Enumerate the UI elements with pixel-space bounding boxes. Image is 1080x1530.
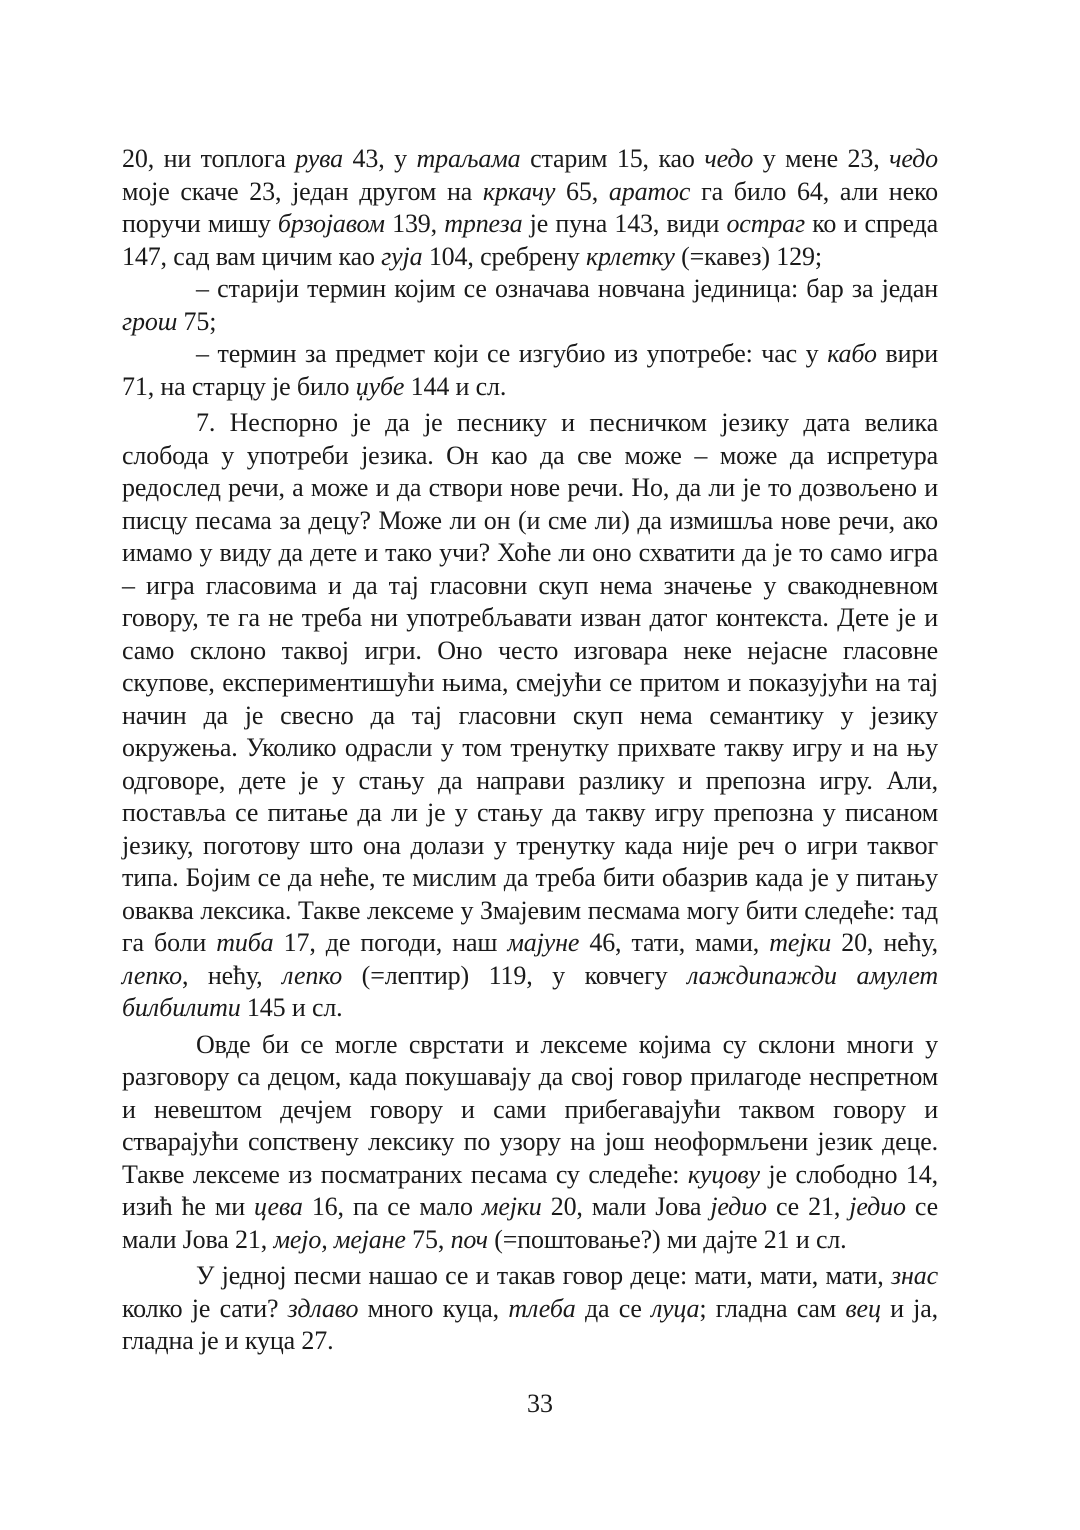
italic-term: мејки xyxy=(481,1192,542,1221)
text-run: 20, нећу, xyxy=(831,928,938,957)
italic-term: једио xyxy=(849,1192,906,1221)
text-run: старим 15, као xyxy=(520,144,705,173)
text-run: 104, сребрену xyxy=(422,241,586,271)
text-run: У једној песми нашао се и такав говор деце: мати, мати, мати, xyxy=(196,1261,892,1290)
text-run: (=лептир) 119, у ковчегу xyxy=(342,960,688,990)
italic-term: луца xyxy=(651,1293,700,1323)
italic-term: једио xyxy=(710,1192,767,1221)
italic-term: мејо, мејане xyxy=(273,1224,406,1254)
text-run: , нећу, xyxy=(181,960,283,990)
italic-term: траљама xyxy=(416,144,521,173)
italic-term: знас xyxy=(891,1261,938,1290)
text-run: га било 64, али неко поручи мишу xyxy=(122,176,938,238)
italic-term: здлаво xyxy=(287,1293,359,1323)
italic-term: тиба xyxy=(216,928,274,957)
italic-term: остраг xyxy=(726,209,806,238)
text-run: 65, xyxy=(555,176,609,206)
italic-term: рува xyxy=(295,144,343,173)
text-run: се 21, xyxy=(766,1192,850,1221)
text-run: 20, ни топлога xyxy=(122,144,296,173)
text-run: да се xyxy=(575,1293,652,1323)
text-run: се мали Јова 21, xyxy=(122,1192,938,1254)
italic-term: брзојавом xyxy=(277,209,385,238)
text-run: 145 и сл. xyxy=(240,993,343,1022)
text-run: 16, па се мало xyxy=(302,1192,482,1221)
paragraph xyxy=(122,407,938,1025)
text-run: је пуна 143, види xyxy=(522,209,727,238)
italic-term: трпеза xyxy=(444,209,523,238)
text-run: 46, тати, мами, xyxy=(579,928,770,957)
text-run: ; гладна сам xyxy=(699,1293,846,1323)
text-run: 75, xyxy=(405,1224,451,1254)
paragraph xyxy=(122,143,938,273)
text-run: 43, у xyxy=(343,144,417,173)
text-run: 7. Неспорно је да је песнику и песничком језику дата велика слобода у употреби језика. Он као да све може – може да испретура редослед речи, а може и да створи нове речи. Но, да ли је то дозвољено и писцу песама за децу? Може ли он (и сме ли) да измишља нове речи, ако имамо у виду да дете и тако учи? Хоће ли оно схватити да је то само игра – игра гласовима и да тај гласовни скуп нема значење у свакодневном говору, те га не треба ни употребљавати изван датог контекста. Дете је и само склоно таквој игри. Оно често изговара неке нејасне гласовне скупове, експериментишући њима, смејући се притом и показујући на тај начин да је свесно да тај гласовни скуп нема семантику у језику окружења. Уколико одрасли у том тренутку прихвате такву игру и на њу одговоре, дете је у стању да направи разлику и препозна игру. Али, поставља се питање да ли је у стању да такву игру препозна у писаном језику, поготову што она долази у тренутку када није реч о игри таквог типа. Бојим се да неће, те мислим да треба бити обазрив када је у питању оваква лексика. Такве лексеме у Змајевим песмама могу бити следеће: тад га боли xyxy=(122,408,938,957)
italic-term: крлетку xyxy=(585,241,675,271)
text-run: (=кавез) 129; xyxy=(674,241,822,271)
text-run: 20, мали Јова xyxy=(541,1192,711,1221)
text-run: Овде би се могле сврстати и лексеме којима су склони многи у разговору са децом, када покушавају да свој говор прилагоде неспретном и невештом дечјем говору и сами прибегавајући таквом говору и стварајући сопствену лексику по узору на још неоформљени језик деце. Такве лексеме из посматраних песама су следеће: xyxy=(122,1029,938,1189)
text-run: 17, де погоди, наш xyxy=(273,928,508,957)
italic-term: грош xyxy=(122,306,178,336)
italic-term: поч xyxy=(450,1224,488,1254)
text-run: 139, xyxy=(384,209,445,238)
paragraph xyxy=(122,1029,938,1257)
page-body xyxy=(122,143,938,1358)
text-run: 144 и сл. xyxy=(404,371,507,401)
text-run: је слободно 14, изић ће ми xyxy=(122,1159,938,1221)
italic-term: џубе xyxy=(355,371,405,401)
text-run: вири 71, на старцу је било xyxy=(122,339,939,401)
italic-term: кркачу xyxy=(482,176,556,206)
paragraph xyxy=(122,1260,938,1358)
text-run: 75; xyxy=(177,306,217,336)
italic-term: тлеба xyxy=(508,1293,576,1323)
text-run: колко је сати? xyxy=(122,1293,288,1323)
italic-term: вец xyxy=(845,1293,881,1323)
italic-term: чедо xyxy=(704,144,754,173)
italic-term: цева xyxy=(254,1192,303,1221)
italic-term: куцову xyxy=(687,1159,760,1189)
text-run: у мене 23, xyxy=(753,144,890,173)
text-run: – термин за предмет који се изгубио из употребе: час у xyxy=(196,339,828,368)
text-run: моје скаче 23, један другом на xyxy=(122,176,483,206)
italic-term: аратос xyxy=(608,176,691,206)
italic-term: гуја xyxy=(381,241,423,271)
text-run: – старији термин којим се означава новчана јединица: бар за један xyxy=(196,274,938,303)
italic-term: кабо xyxy=(827,339,877,368)
italic-term: лаждипажди амулет билбилити xyxy=(122,960,939,1022)
page-number: 33 xyxy=(527,1389,553,1418)
italic-term: тејки xyxy=(769,928,832,957)
italic-term: лепко xyxy=(282,960,343,990)
italic-term: мајуне xyxy=(507,928,580,957)
italic-term: лепко xyxy=(122,960,182,990)
text-run: и ја, гладна је и куца 27. xyxy=(122,1293,938,1355)
text-run: (=поштовање?) ми дајте 21 и сл. xyxy=(487,1224,847,1254)
paragraph xyxy=(122,273,938,338)
paragraph xyxy=(122,338,938,403)
text-run: ко и спреда 147, сад вам цичим као xyxy=(122,209,938,271)
italic-term: чедо xyxy=(889,144,938,173)
text-run: много куца, xyxy=(358,1293,509,1323)
